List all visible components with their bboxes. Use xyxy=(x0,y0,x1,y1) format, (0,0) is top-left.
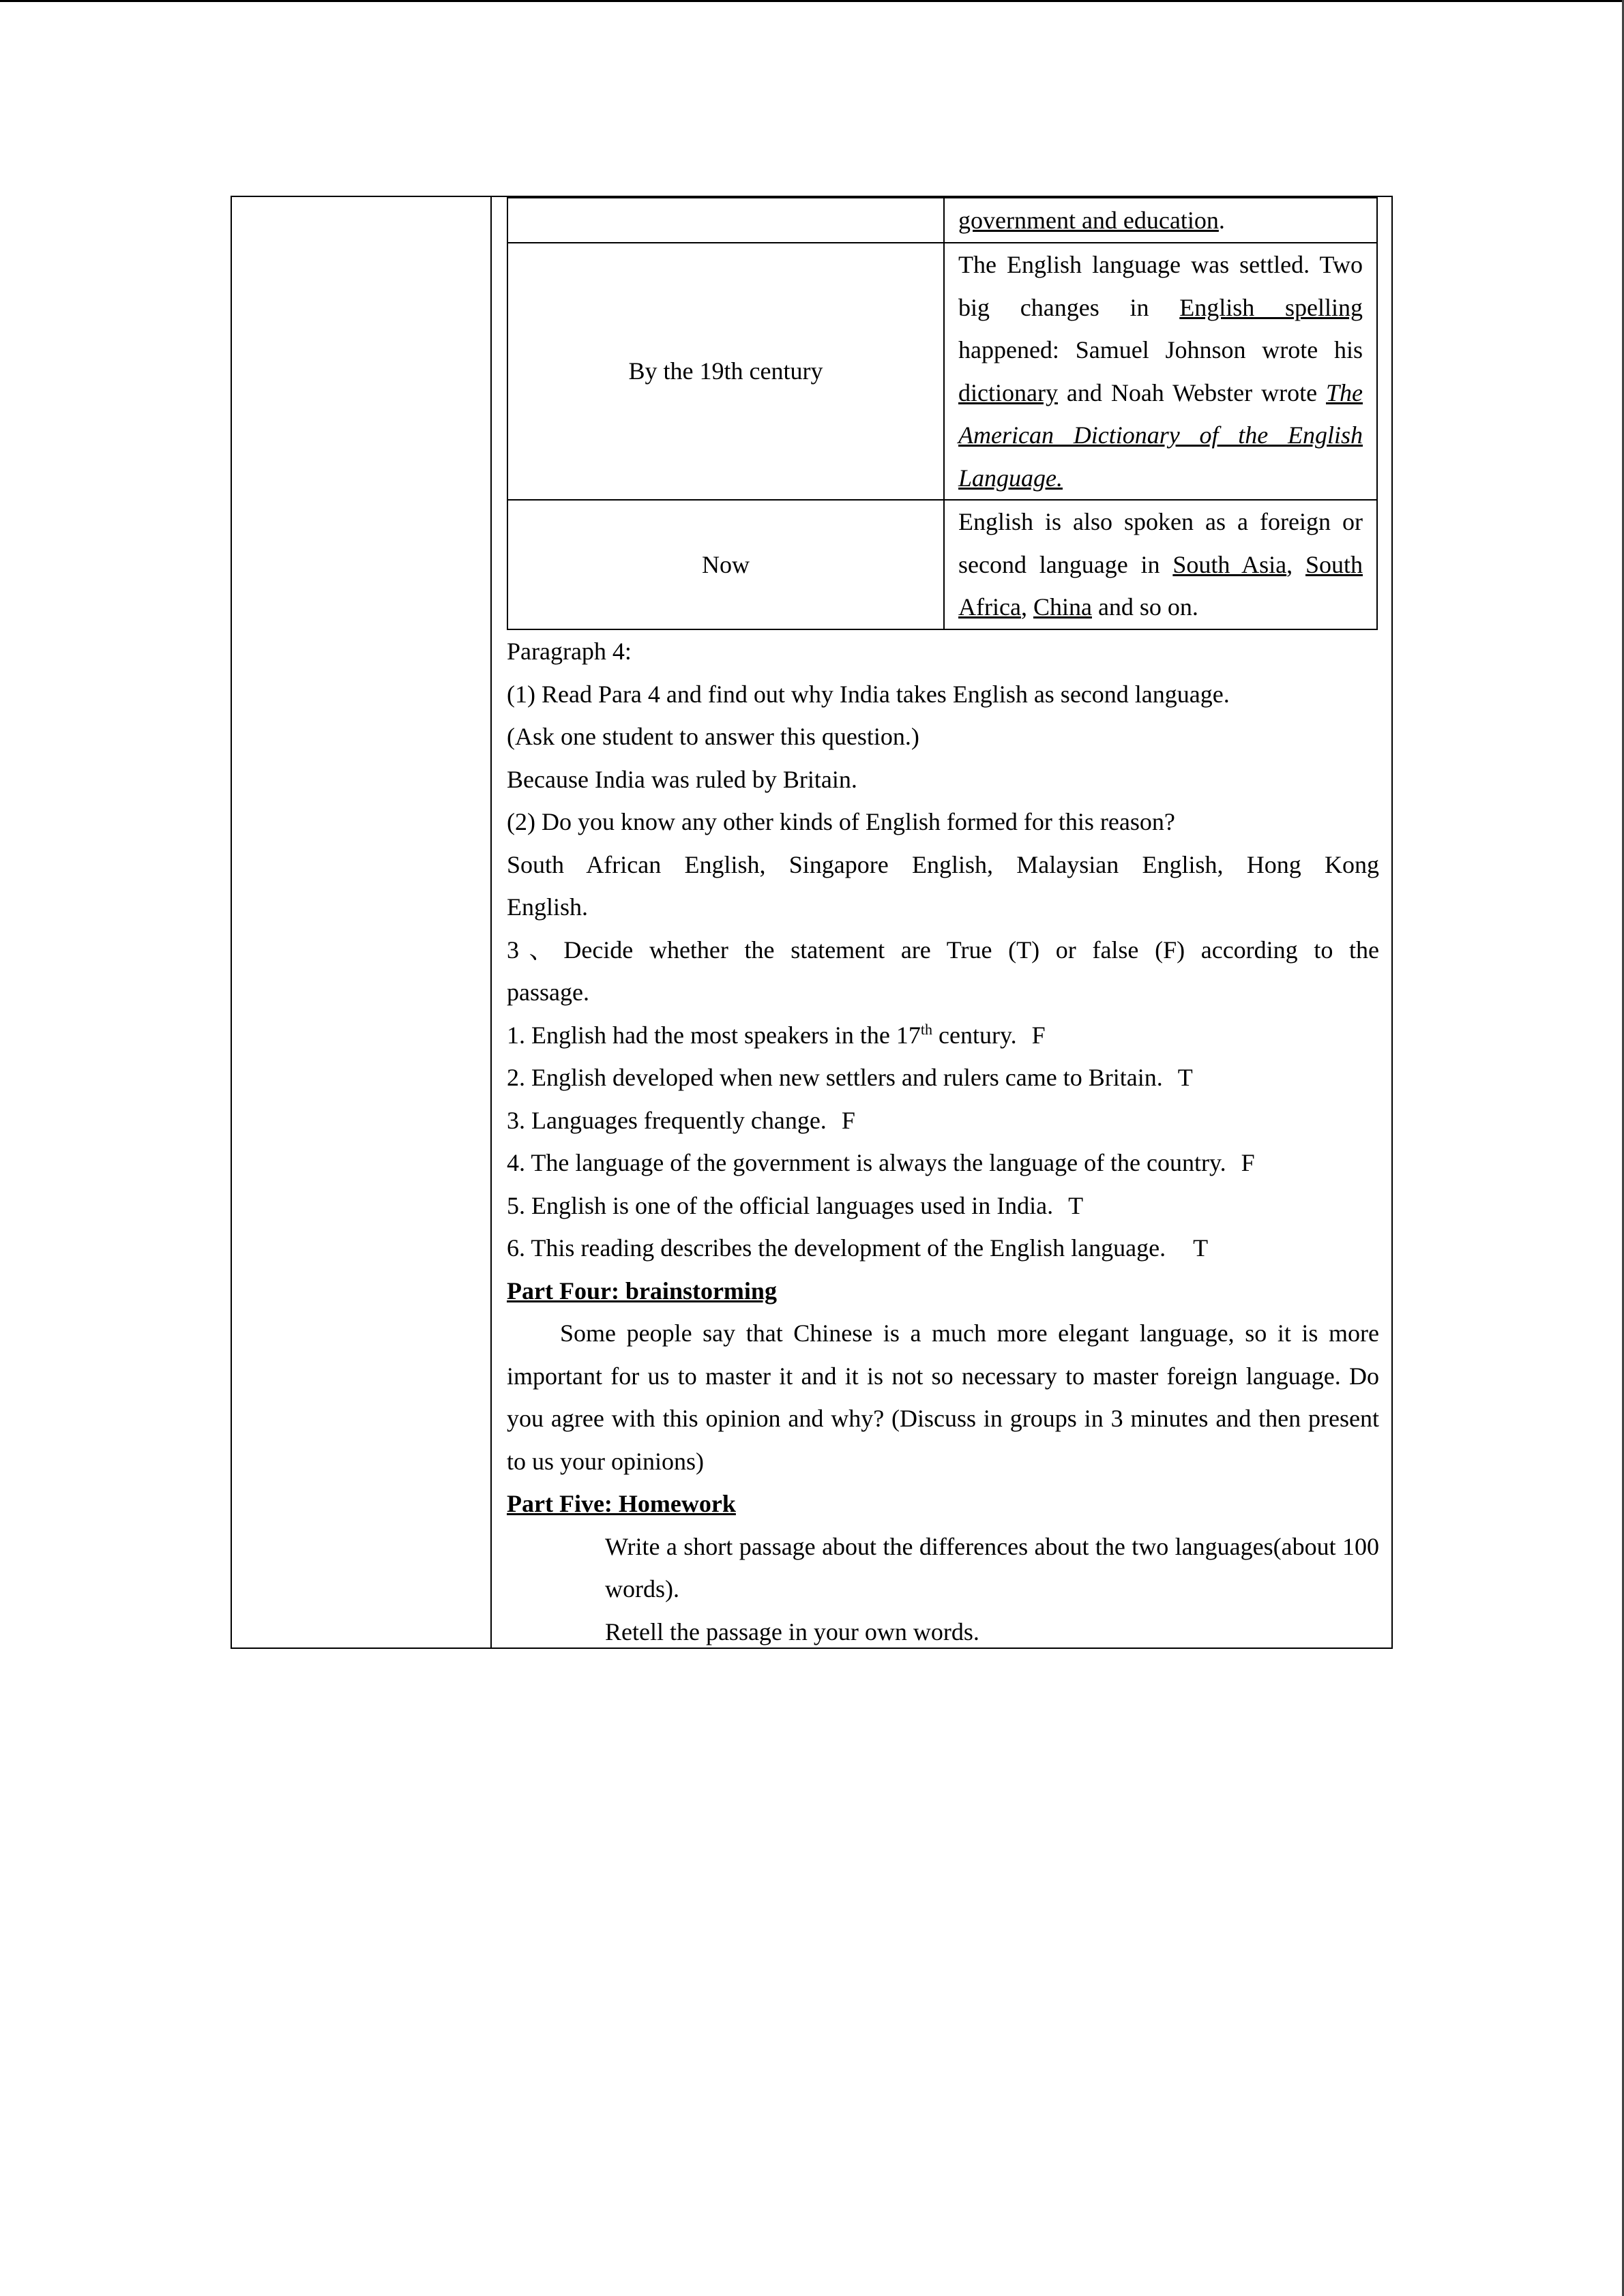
lesson-plan-table xyxy=(231,196,1393,1649)
description-cell xyxy=(944,500,1377,629)
term-link: China xyxy=(1033,593,1092,621)
book-title: The American Dictionary of the English Language. xyxy=(958,378,1363,492)
homework-text: Retell the passage in your own words. xyxy=(605,1617,979,1645)
answer-2-line-2: English. xyxy=(507,893,589,921)
text: . xyxy=(1218,206,1225,234)
statement-4 xyxy=(507,1142,1379,1184)
term-link: South Africa xyxy=(958,550,1363,621)
answer-mark: F xyxy=(1241,1149,1255,1176)
answer-mark: T xyxy=(1177,1064,1193,1091)
question-1: (1) Read Para 4 and find out why India takes English as second language. xyxy=(507,680,1230,708)
period-cell xyxy=(507,198,944,243)
statement-3 xyxy=(507,1099,1379,1142)
question-1-note: (Ask one student to answer this question.) xyxy=(507,723,919,750)
answer-mark: F xyxy=(1031,1021,1046,1049)
statement-6 xyxy=(507,1227,1379,1270)
text: 3. Languages frequently change. xyxy=(507,1106,827,1134)
part-four-body: Some people say that Chinese is a much more elegant language, so it is more important for us to master it and it is not so necessary to master foreign language. Do you agree with this opinion and why? (Discuss in groups in 3 minutes and then present to us your opinions) xyxy=(507,1320,1379,1475)
answer-1: Because India was ruled by Britain. xyxy=(507,765,857,793)
part-four-heading: Part Four: brainstorming xyxy=(507,1277,777,1304)
exercise3-intro-line-1: 3、Decide whether the statement are True (T) or false (F) according to the xyxy=(507,936,1379,964)
lesson-content xyxy=(507,197,1379,1653)
text: and Noah Webster wrote xyxy=(1057,378,1326,406)
text: century. xyxy=(932,1021,1017,1049)
term-link: government and education xyxy=(958,206,1219,234)
table-row xyxy=(507,243,1377,500)
question-2: (2) Do you know any other kinds of English formed for this reason? xyxy=(507,808,1175,835)
superscript: th xyxy=(920,1020,933,1038)
exercise3-intro-line-2: passage. xyxy=(507,979,589,1006)
statement-5 xyxy=(507,1184,1379,1227)
term-link: dictionary xyxy=(958,378,1058,406)
homework-item xyxy=(507,1611,1379,1654)
table-row xyxy=(507,198,1377,243)
text: happened: Samuel Johnson wrote his xyxy=(958,336,1363,363)
term-link: South Asia xyxy=(1172,550,1287,578)
text: 2. English developed when new settlers and rulers came to Britain. xyxy=(507,1064,1163,1091)
period-cell: By the 19th century xyxy=(507,243,944,500)
text: , xyxy=(1020,593,1033,621)
description-cell xyxy=(944,198,1377,243)
text: , xyxy=(1286,550,1305,578)
text: and so on. xyxy=(1091,593,1198,621)
left-column xyxy=(232,197,492,1648)
description-cell xyxy=(944,243,1377,500)
homework-item xyxy=(507,1525,1379,1611)
language-history-table xyxy=(507,197,1378,630)
answer-mark: F xyxy=(841,1106,855,1134)
page-top-rule xyxy=(0,0,1624,2)
homework-text: Write a short passage about the differences about the two languages(about 100 words). xyxy=(605,1532,1379,1602)
period-cell: Now xyxy=(507,500,944,629)
part-five-heading: Part Five: Homework xyxy=(507,1490,736,1517)
answer-2-line-1: South African English, Singapore English, Malaysian English, Hong Kong xyxy=(507,850,1379,878)
text: 5. English is one of the official languages used in India. xyxy=(507,1191,1054,1219)
text: 1. English had the most speakers in the 17 xyxy=(507,1021,921,1049)
text: English is also spoken as a foreign or second language in xyxy=(958,508,1363,578)
text: 4. The language of the government is always the language of the country. xyxy=(507,1149,1226,1176)
paragraph4-label: Paragraph 4: xyxy=(507,638,632,665)
table-row xyxy=(507,500,1377,629)
answer-mark: T xyxy=(1068,1191,1084,1219)
text: The English language was settled. Two big changes in xyxy=(958,251,1363,321)
statement-1 xyxy=(507,1014,1379,1057)
statement-2 xyxy=(507,1056,1379,1099)
right-column xyxy=(492,197,1391,1648)
answer-mark: T xyxy=(1193,1234,1209,1262)
term-link: English spelling xyxy=(1179,293,1363,321)
text: 6. This reading describes the development of the English language. xyxy=(507,1234,1166,1262)
